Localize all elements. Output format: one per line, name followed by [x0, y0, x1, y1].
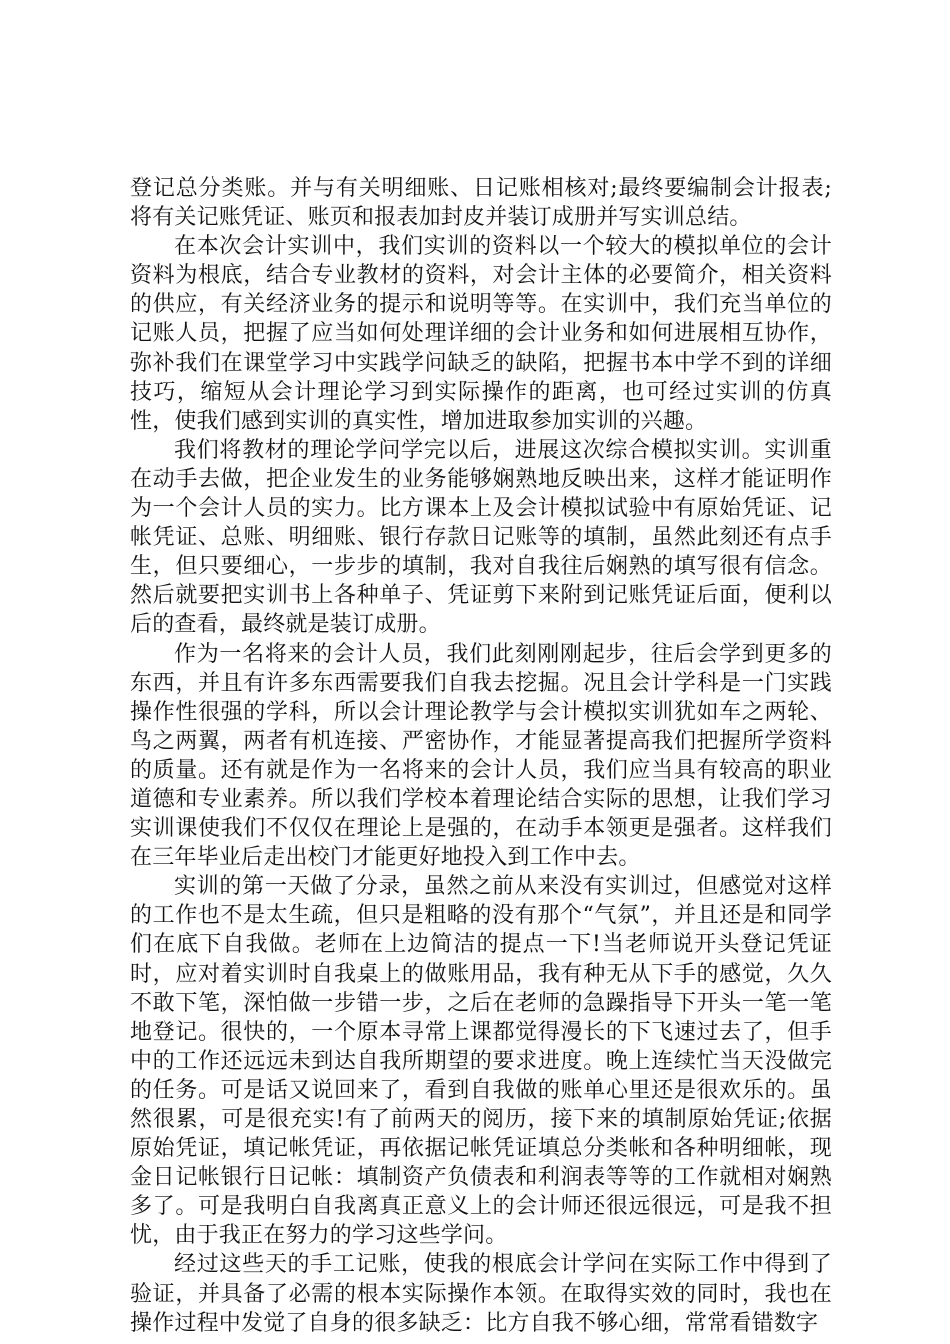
paragraph-3: 我们将教材的理论学问学完以后，进展这次综合模拟实训。实训重在动手去做，把企业发生的业务能够娴熟地反映出来，这样才能证明作为一个会计人员的实力。比方课本上及会计模拟试验中有原始凭证、记帐凭证、总账、明细账、银行存款日记账等的填制，虽然此刻还有点手生，但只要细心，一步步的填制，我对自我往后娴熟的填写很有信念。然后就要把实训书上各种单子、凭证剪下来附到记账凭证后面，便利以后的查看，最终就是装订成册。: [130, 437, 832, 638]
paragraph-1: 登记总分类账。并与有关明细账、日记账相核对;最终要编制会计报表;将有关记账凭证、账页和报表加封皮并装订成册并写实训总结。: [130, 176, 832, 231]
paragraph-4: 作为一名将来的会计人员，我们此刻刚刚起步，往后会学到更多的东西，并且有许多东西需要我们自我去挖掘。况且会计学科是一门实践操作性很强的学科，所以会计理论教学与会计模拟实训犹如车之两轮、鸟之两翼，两者有机连接、严密协作，才能显著提高我们把握所学资料的质量。还有就是作为一名将来的会计人员，我们应当具有较高的职业道德和专业素养。所以我们学校本着理论结合实际的思想，让我们学习实训课使我们不仅仅在理论上是强的，在动手本领更是强者。这样我们在三年毕业后走出校门才能更好地投入到工作中去。: [130, 641, 832, 871]
paragraph-6: 经过这些天的手工记账，使我的根底会计学问在实际工作中得到了验证，并具备了必需的根本实际操作本领。在取得实效的同时，我也在操作过程中发觉了自身的很多缺乏：比方自我不够心细，常常看错数字: [130, 1252, 832, 1336]
paragraph-2: 在本次会计实训中，我们实训的资料以一个较大的模拟单位的会计资料为根底，结合专业教材的资料，对会计主体的必要简介，相关资料的供应，有关经济业务的提示和说明等等。在实训中，我们充当单位的记账人员，把握了应当如何处理详细的会计业务和如何进展相互协作，弥补我们在课堂学习中实践学问缺乏的缺陷，把握书本中学不到的详细技巧，缩短从会计理论学习到实际操作的距离，也可经过实训的仿真性，使我们感到实训的真实性，增加进取参加实训的兴趣。: [130, 234, 832, 434]
document-body: [130, 174, 832, 1338]
paragraph-5: 实训的第一天做了分录，虽然之前从来没有实训过，但感觉对这样的工作也不是太生疏，但只是粗略的没有那个“气氛”，并且还是和同学们在底下自我做。老师在上边简洁的提点一下!当老师说开头登记凭证时，应对着实训时自我桌上的做账用品，我有种无从下手的感觉，久久不敢下笔，深怕做一步错一步，之后在老师的急躁指导下开头一笔一笔地登记。很快的，一个原本寻常上课都觉得漫长的下飞速过去了，但手中的工作还远远未到达自我所期望的要求进度。晚上连续忙当天没做完的任务。可是话又说回来了，看到自我做的账单心里还是很欢乐的。虽然很累，可是很充实!有了前两天的阅历，接下来的填制原始凭证;依据原始凭证，填记帐凭证，再依据记帐凭证填总分类帐和各种明细帐，现金日记帐银行日记帐：填制资产负债表和利润表等等的工作就相对娴熟多了。可是我明白自我离真正意义上的会计师还很远很远，可是我不担忧，由于我正在努力的学习这些学问。: [130, 874, 832, 1249]
